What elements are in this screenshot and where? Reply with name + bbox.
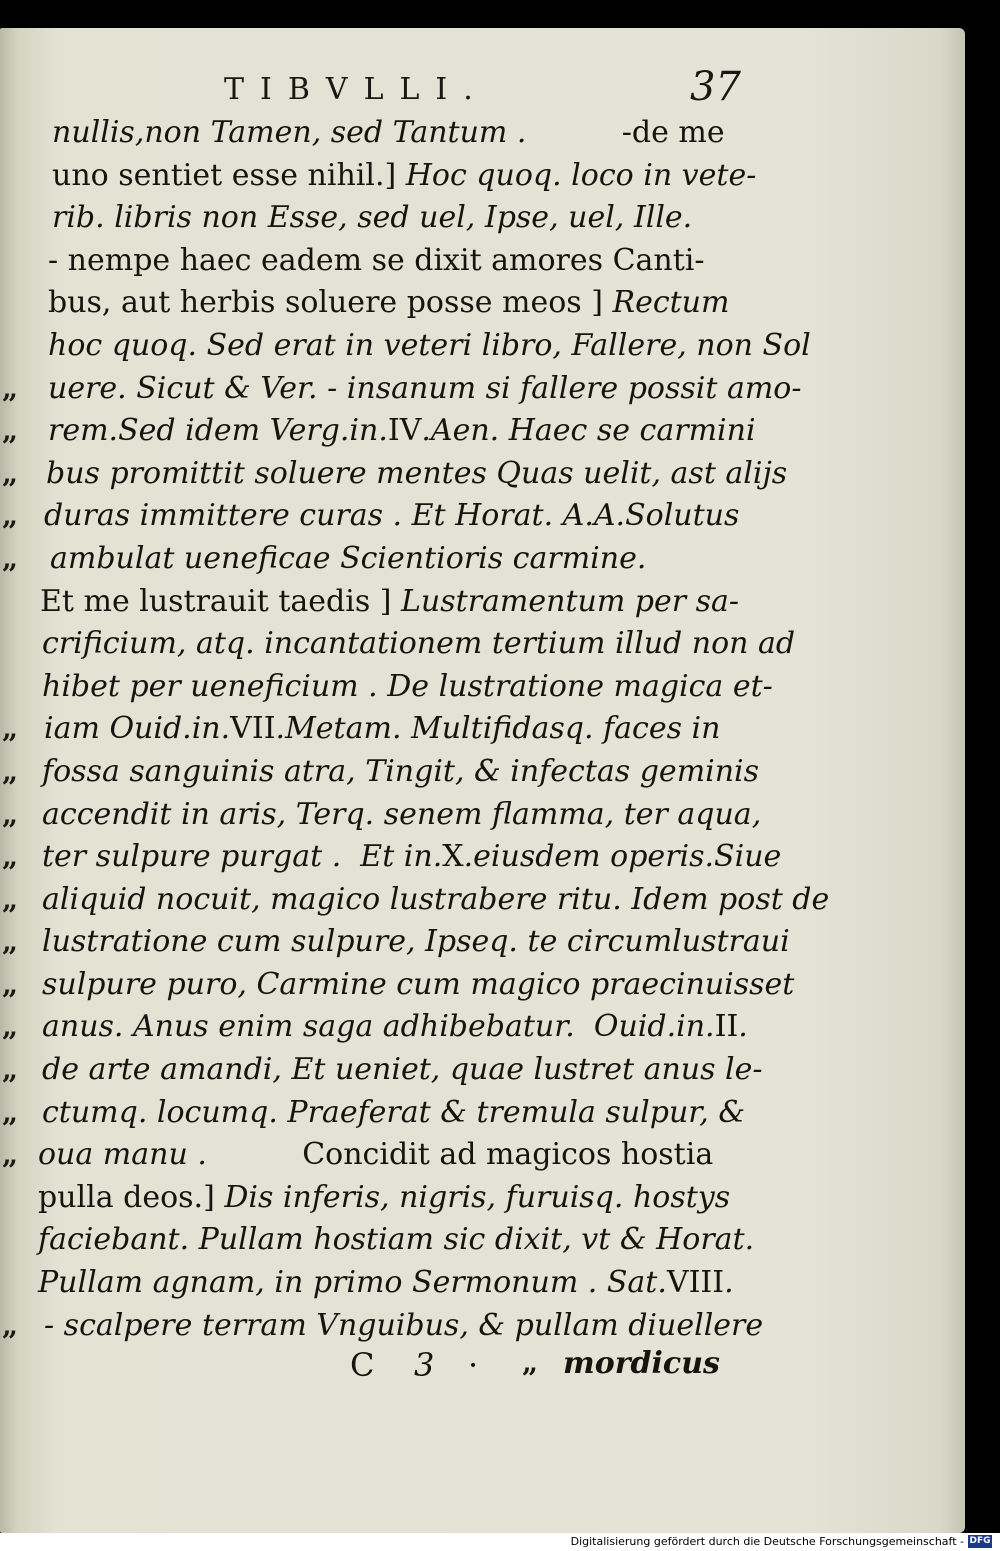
roman-run: pulla deos.] [38,1179,225,1215]
italic-run: fossa sanguinis atra, Tingit, & infectas geminis [42,753,760,789]
roman-run: VII [230,711,276,747]
signature-mark: C [350,1346,375,1384]
italic-run: Lustramentum per sa- [401,583,740,619]
italic-run: .Aen. Haec se carmini [421,413,756,449]
text-line [0,1262,965,1305]
text-line [0,921,965,964]
line-text [52,197,692,240]
text-line [0,1305,965,1348]
italic-run: rem.Sed idem Verg.in. [48,413,388,449]
text-line [0,964,965,1007]
line-text [42,623,796,666]
text-line [0,410,965,453]
quotation-marker: „ [2,1308,19,1342]
dfg-logo-icon: DFG [969,1536,991,1546]
signature-dot: · [468,1346,479,1384]
signature-line [0,1346,965,1396]
roman-run: IV [387,413,422,449]
italic-run: hoc quoq. Sed erat in veteri libro, Fallere, non Sol [48,327,811,363]
quotation-marker: „ [2,456,19,490]
line-text [52,112,725,155]
italic-run: ctumq. locumq. Praeferat & tremula sulpur, & [42,1094,746,1130]
italic-run: anus. Anus enim saga adhibebatur. Ouid.in. [42,1009,715,1045]
italic-run: . [724,1265,734,1301]
roman-run: -de me [526,115,725,150]
funding-credit: Digitalisierung gefördert durch die Deutsche Forschungsgemeinschaft - [570,1535,964,1548]
quotation-marker: „ [2,1138,19,1172]
text-line [0,623,965,666]
italic-run: oua manu . [38,1137,207,1173]
line-text [52,155,756,198]
line-text [48,325,811,368]
italic-run: nullis,non Tamen, sed Tantum . [52,115,527,150]
text-line [0,1177,965,1220]
quotation-marker: „ [2,541,19,575]
italic-run: - scalpere terram Vnguibus, & pullam diuellere [44,1307,764,1343]
page-number: 37 [690,64,741,110]
text-line [0,112,965,155]
page-header [0,64,965,112]
line-text [38,1219,755,1262]
quotation-marker: „ [2,882,19,916]
italic-run: crificium, atq. incantationem tertium illud non ad [42,626,796,662]
italic-run: rib. libris non Esse, sed uel, Ipse, uel, Ille. [52,200,693,236]
text-line [0,282,965,325]
running-head: TIBVLLI. [224,72,489,107]
digitization-footer [0,1533,1000,1551]
italic-run: . [738,1009,748,1045]
text-line [0,197,965,240]
text-line [0,581,965,624]
line-text [42,921,790,964]
roman-run: Et me lustrauit taedis ] [40,583,401,619]
text-line [0,1049,965,1092]
line-text [50,538,646,581]
catchword: mordicus [563,1346,720,1381]
line-text [42,964,795,1007]
line-text [44,708,720,751]
text-line [0,538,965,581]
text-line [0,495,965,538]
quotation-marker: „ [2,499,19,533]
italic-run: hibet per ueneficium . De lustratione magica et- [42,668,773,704]
italic-run: Rectum [612,285,730,321]
text-line [0,1219,965,1262]
italic-run: faciebant. Pullam hostiam sic dixit, vt & Horat. [38,1222,755,1258]
italic-run: uere. Sicut & Ver. - insanum si fallere possit amo- [48,370,802,406]
quotation-marker: „ [2,1010,19,1044]
text-line [0,1006,965,1049]
commentary-text [0,112,965,1347]
italic-run: iam Ouid.in. [44,711,231,747]
roman-run: - nempe haec eadem se dixit amores Canti- [48,242,705,278]
roman-run: bus, aut herbis soluere posse meos ] [48,285,613,321]
line-text [42,794,762,837]
quotation-marker: „ [2,712,19,746]
line-text [46,453,788,496]
line-text [48,368,802,411]
text-line [0,1134,965,1177]
text-line [0,666,965,709]
line-text [38,1177,730,1220]
quotation-marker: „ [2,414,19,448]
line-text [42,1006,747,1049]
quotation-marker: „ [2,1053,19,1087]
italic-run: .Metam. Multifidasq. faces in [275,711,721,747]
quotation-marker: „ [2,754,19,788]
roman-run: VIII [666,1265,725,1301]
italic-run: .eiusdem operis.Siue [463,839,782,875]
line-text [40,581,739,624]
quotation-marker: „ [2,925,19,959]
text-line [0,708,965,751]
line-text [42,666,773,709]
italic-run: duras immittere curas . Et Horat. A.A.Solutus [44,498,740,534]
italic-run: ambulat ueneficae Scientioris carmine. [50,540,647,576]
line-text [42,879,830,922]
line-text [44,495,739,538]
line-text [42,1049,763,1092]
text-line [0,368,965,411]
italic-run: ter sulpure purgat . Et in. [42,839,443,875]
italic-run: aliquid nocuit, magico lustrabere ritu. Idem post de [42,881,830,917]
roman-run: uno sentiet esse nihil.] [52,157,406,193]
line-text [42,751,760,794]
italic-run: Pullam agnam, in primo Sermonum . Sat. [38,1265,667,1301]
text-line [0,879,965,922]
text-line [0,325,965,368]
text-line [0,240,965,283]
text-line [0,836,965,879]
signature-number: 3 [414,1346,435,1384]
text-line [0,1092,965,1135]
quotation-marker: „ [2,797,19,831]
line-text [48,410,756,453]
line-text [48,282,729,325]
quotation-marker: „ [2,1095,19,1129]
line-text [44,1305,764,1348]
roman-run: X [442,839,464,875]
italic-run: accendit in aris, Terq. senem flamma, ter aqua, [42,796,762,832]
line-text [48,240,705,283]
line-text [38,1262,734,1305]
text-line [0,751,965,794]
line-text [38,1134,713,1177]
text-line [0,794,965,837]
line-text [42,836,782,879]
text-line [0,453,965,496]
quotation-marker: „ [2,840,19,874]
quotation-marker: „ [2,967,19,1001]
roman-run: II [714,1009,739,1045]
quotation-marker: „ [522,1346,539,1379]
italic-run: bus promittit soluere mentes Quas uelit, ast alijs [46,455,788,491]
roman-run: Concidit ad magicos hostia [206,1137,714,1173]
line-text [42,1092,745,1135]
italic-run: sulpure puro, Carmine cum magico praecinuisset [42,966,795,1002]
quotation-marker: „ [2,371,19,405]
italic-run: de arte amandi, Et ueniet, quae lustret anus le- [42,1052,763,1088]
text-line [0,155,965,198]
italic-run: Dis inferis, nigris, furuisq. hostys [224,1179,731,1215]
italic-run: Hoc quoq. loco in vete- [405,157,757,193]
italic-run: lustratione cum sulpure, Ipseq. te circumlustraui [42,924,790,960]
